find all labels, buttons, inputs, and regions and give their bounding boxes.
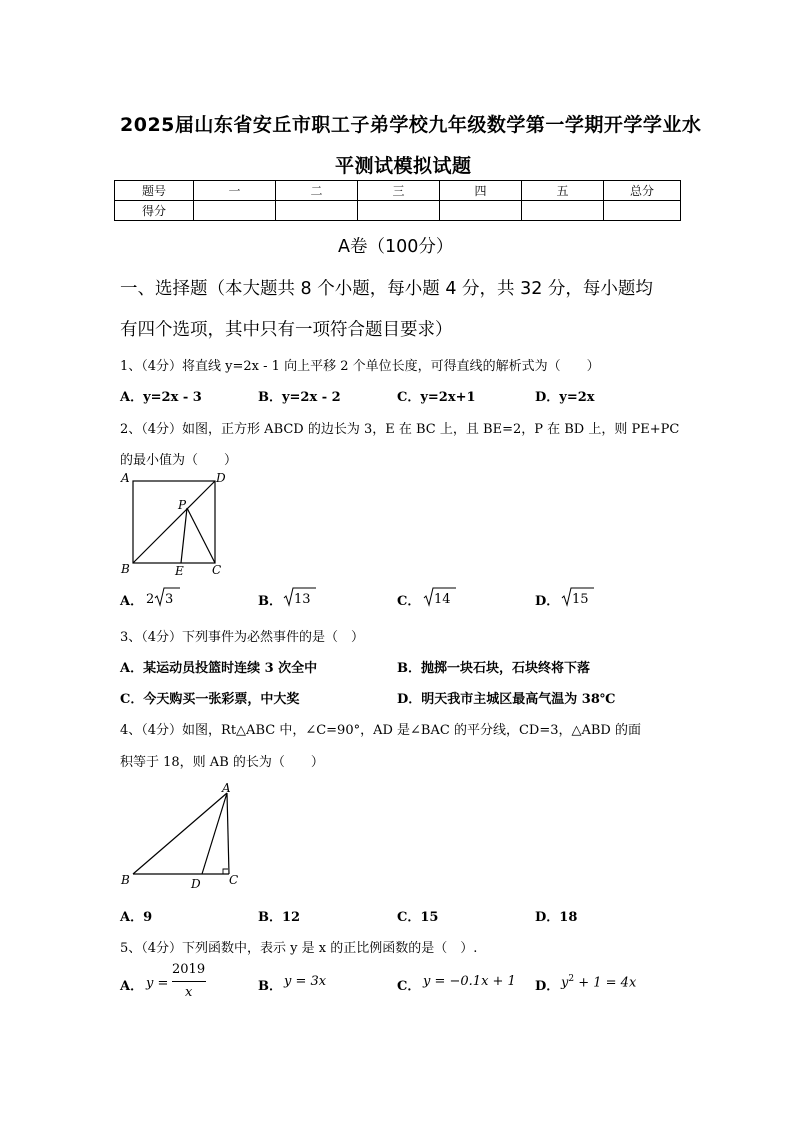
score-blank[interactable] xyxy=(440,201,522,221)
fraction-bar xyxy=(172,981,206,982)
score-blank[interactable] xyxy=(358,201,440,221)
page-title-line2: 平测试模拟试题 xyxy=(335,155,472,177)
score-blank[interactable] xyxy=(522,201,604,221)
q4-stem-line1: 4、（4分）如图，Rt△ABC 中，∠C=90°，AD 是∠BAC 的平分线，CD=3，△ABD 的面 xyxy=(120,723,641,738)
q1-stem: 1、（4分）将直线 y=2x - 1 向上平移 2 个单位长度，可得直线的解析式为（ ） xyxy=(120,359,600,374)
q2-option-a-value xyxy=(146,585,186,609)
q2-a-coef: 2 xyxy=(146,592,155,607)
right-angle-mark xyxy=(223,869,228,874)
q1-option-b: B．y=2x - 2 xyxy=(258,390,341,405)
volume-heading: A卷（100分） xyxy=(338,237,454,257)
q2-option-c-letter: C． xyxy=(397,594,421,609)
label-a: A xyxy=(121,471,130,485)
label-p: P xyxy=(178,498,187,512)
q2-square-figure xyxy=(112,468,242,580)
label-b: B xyxy=(121,873,130,887)
segment-pc xyxy=(187,508,215,563)
q5-a-denominator: x xyxy=(185,985,193,1000)
segment-pe xyxy=(181,508,187,563)
section-heading-line2: 有四个选项，其中只有一项符合题目要求） xyxy=(120,320,453,340)
section-heading-line1: 一、选择题（本大题共 8 个小题，每小题 4 分，共 32 分，每小题均 xyxy=(120,279,653,299)
side-ac xyxy=(227,793,229,874)
q2-option-c-value xyxy=(423,585,463,609)
score-blank[interactable] xyxy=(194,201,276,221)
bisector-ad xyxy=(202,793,227,874)
q5-d-exponent: 2 xyxy=(568,974,575,984)
q3-option-b: B．抛掷一块石块，石块终将下落 xyxy=(397,661,590,676)
label-d: D xyxy=(191,877,201,891)
label-d: D xyxy=(216,471,226,485)
score-blank[interactable] xyxy=(276,201,358,221)
q2-c-rad: 14 xyxy=(434,592,451,607)
q2-option-d-value xyxy=(561,585,601,609)
q4-triangle-figure xyxy=(115,778,245,893)
q4-option-c: C．15 xyxy=(397,910,439,925)
score-cell-label: 题号 xyxy=(115,181,194,201)
q5-a-numerator: 2019 xyxy=(172,962,206,977)
q2-option-b-letter: B． xyxy=(258,594,282,609)
q3-option-d: D．明天我市主城区最高气温为 38℃ xyxy=(397,692,616,707)
q5-option-d-value xyxy=(561,974,636,990)
label-b: B xyxy=(121,562,130,576)
q2-b-rad: 13 xyxy=(294,592,311,607)
score-cell-1: 一 xyxy=(194,181,276,201)
q2-option-b-value xyxy=(283,585,323,609)
q4-option-d: D．18 xyxy=(535,910,578,925)
q2-stem-line1: 2、（4分）如图，正方形 ABCD 的边长为 3，E 在 BC 上，且 BE=2，P 在 BD 上，则 PE+PC xyxy=(120,422,680,437)
q5-d-rest: + 1 = 4x xyxy=(574,975,637,991)
label-c: C xyxy=(229,873,239,887)
score-cell-4: 四 xyxy=(440,181,522,201)
q2-a-rad: 3 xyxy=(165,592,174,607)
score-blank[interactable] xyxy=(604,201,681,221)
q5-option-b-letter: B． xyxy=(258,979,282,994)
label-a: A xyxy=(222,781,231,795)
score-table-score-row xyxy=(115,201,681,221)
q4-option-b: B．12 xyxy=(258,910,301,925)
score-cell-2: 二 xyxy=(276,181,358,201)
q5-option-c-letter: C． xyxy=(397,979,421,994)
q1-option-a: A．y=2x - 3 xyxy=(120,390,202,405)
q3-option-c: C．今天购买一张彩票，中大奖 xyxy=(120,692,300,707)
score-cell-3: 三 xyxy=(358,181,440,201)
q1-option-c: C．y=2x+1 xyxy=(397,390,476,405)
q2-d-rad: 15 xyxy=(572,592,589,607)
q2-stem-line2: 的最小值为（ ） xyxy=(120,453,238,468)
label-c: C xyxy=(212,563,222,577)
q3-stem: 3、（4分）下列事件为必然事件的是（ ） xyxy=(120,630,365,645)
q1-option-d: D．y=2x xyxy=(535,390,595,405)
q5-a-lhs: y = xyxy=(146,976,169,991)
q5-option-b-value: y = 3x xyxy=(284,974,327,989)
q4-option-a: A．9 xyxy=(120,910,153,925)
diagonal-bd xyxy=(133,481,215,563)
label-e: E xyxy=(175,564,184,578)
q2-option-d-letter: D． xyxy=(535,594,560,609)
q3-option-a: A．某运动员投篮时连续 3 次全中 xyxy=(120,661,318,676)
score-row-label: 得分 xyxy=(115,201,194,221)
score-cell-5: 五 xyxy=(522,181,604,201)
q4-stem-line2: 积等于 18，则 AB 的长为（ ） xyxy=(120,755,324,770)
score-table-header-row xyxy=(115,181,681,201)
q5-option-d-letter: D． xyxy=(535,979,560,994)
score-table xyxy=(114,180,681,221)
q5-d-base: y xyxy=(561,975,569,991)
side-ab xyxy=(133,793,227,874)
page-title-line1: 2025届山东省安丘市职工子弟学校九年级数学第一学期开学学业水 xyxy=(120,114,702,136)
q5-stem: 5、（4分）下列函数中，表示 y 是 x 的正比例函数的是（ ）. xyxy=(120,941,478,956)
q5-option-c-value: y = −0.1x + 1 xyxy=(423,974,516,989)
q2-option-a-letter: A． xyxy=(120,594,144,609)
q5-option-a-letter: A． xyxy=(120,979,144,994)
q5-option-a-value xyxy=(146,962,216,1004)
score-cell-total: 总分 xyxy=(604,181,681,201)
